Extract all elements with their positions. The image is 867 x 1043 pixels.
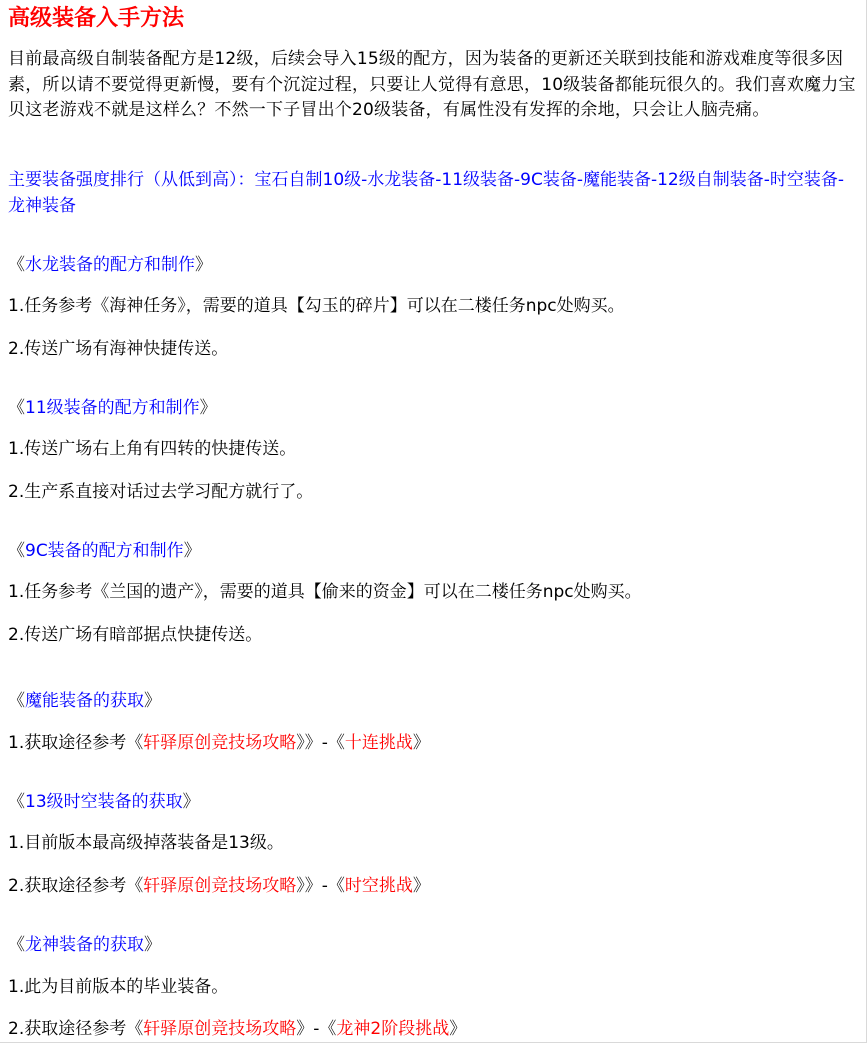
list-item: 1.任务参考《兰国的遗产》，需要的道具【偷来的资金】可以在二楼任务npc处购买。 [8,582,642,602]
item-separator: 》》-《 [296,876,345,896]
item-prefix: 1.获取途径参考《 [8,733,144,753]
item-suffix: 》 [449,1019,467,1039]
list-item [8,731,430,755]
item-suffix: 》 [412,733,430,753]
list-item: 1.任务参考《海神任务》，需要的道具【勾玉的碎片】可以在二楼任务npc处购买。 [8,296,625,316]
heading-open-bracket: 《 [8,935,25,955]
intro-paragraph: 目前最高级自制装备配方是12级，后续会导入15级的配方，因为装备的更新还关联到技能和游戏难度等很多因素，所以请不要觉得更新慢，要有个沉淀过程，只要让人觉得有意思，10级装备都能玩很久的。我们喜欢魔力宝贝这老游戏不就是这样么？不然一下子冒出个20级装备，有属性没有发挥的余地，只会让人脑壳痛。 [8,49,856,120]
heading-open-bracket: 《 [8,541,25,561]
heading-text: 9C装备的配方和制作 [25,541,184,561]
time-challenge-link[interactable]: 时空挑战 [344,876,413,896]
ten-challenge-link[interactable]: 十连挑战 [344,733,413,753]
heading-close-bracket: 》 [183,541,201,561]
item-prefix: 2.获取途径参考《 [8,876,144,896]
arena-guide-link[interactable]: 轩驿原创竞技场攻略 [143,876,297,896]
heading-open-bracket: 《 [8,691,25,711]
heading-text: 龙神装备的获取 [25,935,144,955]
list-item: 1.传送广场右上角有四转的快捷传送。 [8,439,297,459]
heading-open-bracket: 《 [8,398,25,418]
list-item: 2.生产系直接对话过去学习配方就行了。 [8,482,314,502]
heading-close-bracket: 》 [144,935,161,955]
section-heading-shikong [8,790,200,814]
list-item: 2.传送广场有海神快捷传送。 [8,339,229,359]
section-heading-11ji [8,396,217,420]
list-item: 1.此为目前版本的毕业装备。 [8,977,229,997]
item-suffix: 》 [412,876,430,896]
heading-close-bracket: 》 [199,398,217,418]
arena-guide-link[interactable]: 轩驿原创竞技场攻略 [143,733,297,753]
item-separator: 》-《 [296,1019,337,1039]
list-item [8,1017,466,1041]
heading-text: 魔能装备的获取 [25,691,144,711]
heading-text: 11级装备的配方和制作 [25,398,200,418]
section-heading-9c [8,539,201,563]
page-title: 高级装备入手方法 [8,6,185,31]
heading-close-bracket: 》 [144,691,161,711]
section-heading-shuilong [8,253,212,277]
dragon-god-challenge-link[interactable]: 龙神2阶段挑战 [336,1019,450,1039]
heading-close-bracket: 》 [182,792,200,812]
list-item [8,874,430,898]
section-heading-longshen [8,933,161,957]
heading-open-bracket: 《 [8,255,25,275]
equipment-ranking: 主要装备强度排行（从低到高）：宝石自制10级-水龙装备-11级装备-9C装备-魔能装备-12级自制装备-时空装备-龙神装备 [8,170,845,216]
heading-text: 水龙装备的配方和制作 [25,255,195,275]
arena-guide-link[interactable]: 轩驿原创竞技场攻略 [143,1019,297,1039]
heading-text: 13级时空装备的获取 [25,792,183,812]
list-item: 2.传送广场有暗部据点快捷传送。 [8,625,263,645]
list-item: 1.目前版本最高级掉落装备是13级。 [8,833,284,853]
item-prefix: 2.获取途径参考《 [8,1019,144,1039]
item-separator: 》》-《 [296,733,345,753]
section-heading-moneng [8,689,161,713]
heading-close-bracket: 》 [195,255,212,275]
heading-open-bracket: 《 [8,792,25,812]
